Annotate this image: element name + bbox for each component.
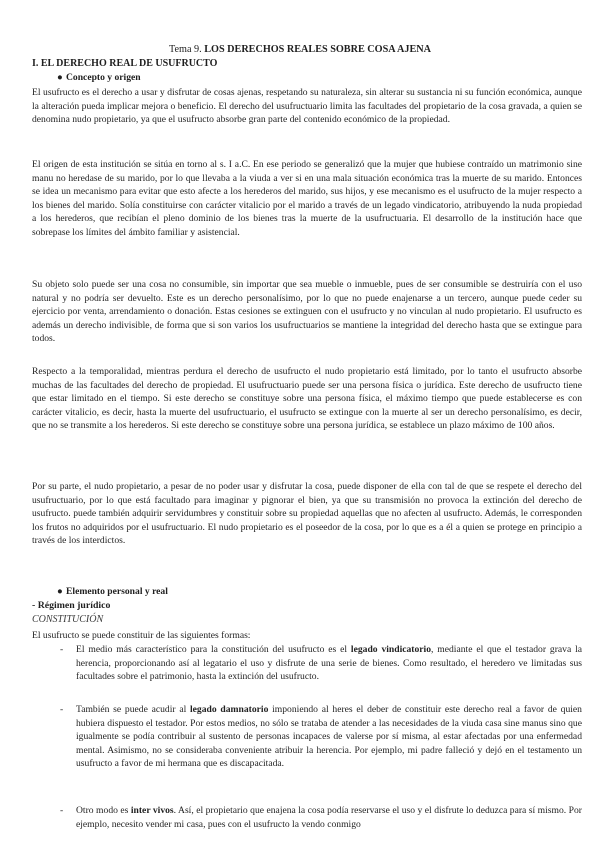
list-item-term: legado damnatorio xyxy=(190,704,269,715)
bullet-heading-elemento xyxy=(57,586,168,598)
bullet-heading-concepto xyxy=(57,72,141,84)
section-heading: I. EL DERECHO REAL DE USUFRUCTO xyxy=(32,58,218,69)
sub-sub-heading: CONSTITUCIÓN xyxy=(32,614,104,625)
paragraph: El origen de esta institución se sitúa en torno al s. I a.C. En ese periodo se generalizó que la mujer que hubiese contraído un matrimonio sine manu no heredase de su marido, por lo que llevaba a la viuda a ver si en una mala situación económica tras la muerte de su marido. Entonces se idea un mecanismo para evitar que esto afecte a los herederos del marido, sus hijos, y ese mecanismo es el usufructo de la mujer respecto a los bienes del marido. Solía constituirse con carácter vitalicio por el marido a través de un legado vindicatorio, atribuyendo la nuda propiedad a los herederos, que recibían el pleno dominio de los bienes tras la muerte de la usufructuaria. El desarrollo de la institución hace que sobrepase los límites del ámbito familiar y asistencial. xyxy=(32,159,582,238)
page-title xyxy=(0,44,600,56)
bullet-heading-label: Concepto y origen xyxy=(66,72,141,83)
dash-bullet: - xyxy=(60,805,64,816)
list-item-term: inter vivos xyxy=(130,805,174,816)
paragraph: Por su parte, el nudo propietario, a pesar de no poder usar y disfrutar la cosa, puede disponer de ella con tal de que se respete el derecho del usufructuario, por lo que está facultado para imaginar y pignorar el bien, ya que su transmisión no provoca la extinción del derecho de usufructo. puede también adquirir servidumbres y constituir sobre su propiedad aquellas que no afecten al usufructo. Además, le corresponden los frutos no adquiridos por el usufructuario. El nudo propietario es el poseedor de la cosa, por lo que es a él a quien se protege en principio a través de los interdictos. xyxy=(32,481,582,547)
dash-bullet: - xyxy=(60,704,64,715)
title-prefix: Tema 9. xyxy=(169,44,205,55)
bullet-heading-label: Elemento personal y real xyxy=(66,586,168,597)
list-item: - Otro modo es inter vivos. Así, el propietario que enajena la cosa podía reservarse el uso y el disfrute lo deduzca para sí mismo. Por ejemplo, necesito vender mi casa, pues con el usufructo la vendo conmigo xyxy=(60,805,582,830)
title-main: LOS DERECHOS REALES SOBRE COSA AJENA xyxy=(204,44,431,55)
sub-heading: - Régimen jurídico xyxy=(32,600,111,611)
bullet-icon: ● xyxy=(57,72,63,83)
list-item: - También se puede acudir al legado damnatorio imponiendo al heres el deber de constituir este derecho real a favor de quien hubiera dispuesto el testador. Por estos medios, no sólo se trataba de atender a las necesidades de la viuda casa sine manus sino que igualmente se podía contribuir al sustento de personas incapaces de valerse por sí misma, al estar afectadas por una enfermedad mental. Asimismo, no se consideraba conveniente atribuir la herencia. Por ejemplo, mi padre falleció y dejó en el testamento un usufructo a favor de mi hermana que es discapacitada. xyxy=(60,704,582,770)
dash-bullet: - xyxy=(60,644,64,655)
list-item: - El medio más característico para la constitución del usufructo es el legado vindicatorio, mediante el que el testador grava la herencia, proporcionando así al legatario el uso y disfrute de una serie de bienes. Como resultado, el heredero ve limitadas sus facultades sobre el patrimonio, hasta la extinción del usufructo. xyxy=(60,644,582,683)
list-item-term: legado vindicatorio xyxy=(350,644,432,655)
paragraph: El usufructo es el derecho a usar y disfrutar de cosas ajenas, respetando su naturaleza, sin alterar su sustancia ni su función económica, aunque la alteración pueda implicar mejora o beneficio. El derecho del usufructuario limita las facultades del propietario de la cosa gravada, a quien se denomina nudo propietario, ya que el usufructo absorbe gran parte del contenido económico de la propiedad. xyxy=(32,87,582,126)
paragraph: Respecto a la temporalidad, mientras perdura el derecho de usufructo el nudo propietario está limitado, por lo tanto el usufructo absorbe muchas de las facultades del derecho de propiedad. El usufructuario puede ser una persona física o jurídica. Este derecho de usufructo tiene que estar limitado en el tiempo. Si este derecho se constituye sobre una persona física, el máximo tiempo que puede establecerse es con carácter vitalicio, es decir, hasta la muerte del usufructuario, el usufructo se extingue con la muerte al ser un derecho personalísimo, es decir, que no se transmite a los herederos. Si este derecho se constituye sobre una persona jurídica, se establece un plazo máximo de 100 años. xyxy=(32,366,582,432)
paragraph: Su objeto solo puede ser una cosa no consumible, sin importar que sea mueble o inmueble, pues de ser consumible se destruiría con el uso natural y no podría ser devuelto. Este es un derecho personalísimo, por lo que no puede enajenarse a un tercero, aunque puede ceder su ejercicio por venta, arrendamiento o donación. Estas cesiones se extinguen con el usufructo y no vinculan al nudo propietario. El usufructo es además un derecho indivisible, de forma que si son varios los usufructuarios se mantiene la integridad del derecho hasta que se extingue para todos. xyxy=(32,279,582,345)
bullet-icon: ● xyxy=(57,586,63,597)
intro-line: El usufructo se puede constituir de las siguientes formas: xyxy=(32,630,251,641)
